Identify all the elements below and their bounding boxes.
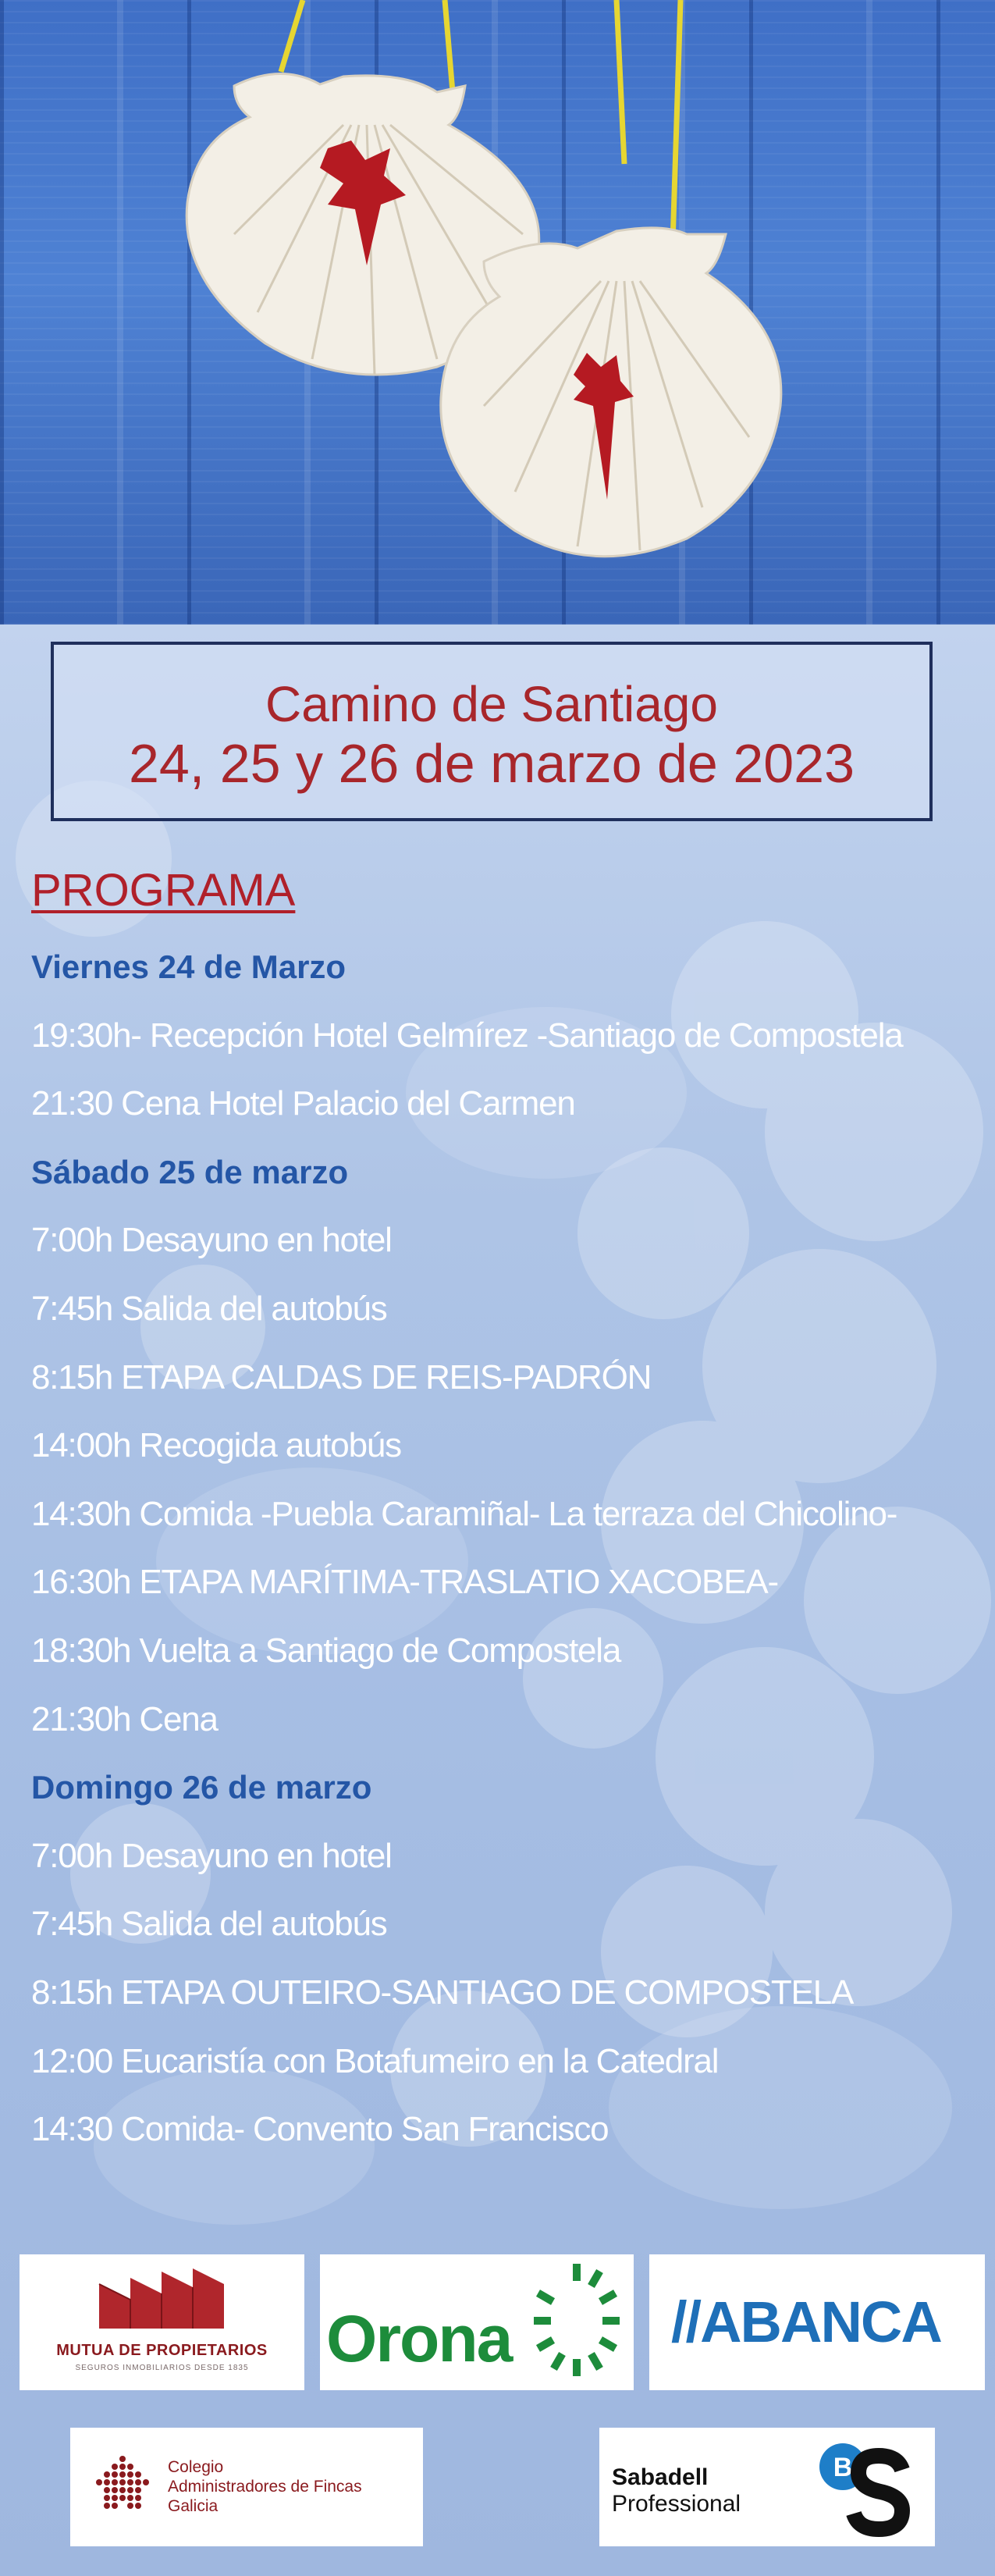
schedule-item: 7:45h Salida del autobús [31, 1289, 387, 1328]
sabadell-bs-icon [810, 2435, 919, 2537]
sponsor-logo-orona [320, 2254, 634, 2390]
schedule-item: 21:30 Cena Hotel Palacio del Carmen [31, 1084, 575, 1123]
scallop-shells-illustration [0, 0, 995, 624]
day-heading-sabado: Sábado 25 de marzo [31, 1153, 349, 1190]
mutua-tagline: SEGUROS INMOBILIARIOS DESDE 1835 [75, 2364, 249, 2372]
hero-photo-scallop-shells [0, 0, 995, 624]
schedule-item: 7:00h Desayuno en hotel [31, 1221, 392, 1260]
colegio-name [168, 2457, 362, 2516]
schedule-item: 14:30h Comida -Puebla Caramiñal- La terraza del Chicolino- [31, 1494, 897, 1533]
schedule-item: 8:15h ETAPA CALDAS DE REIS-PADRÓN [31, 1357, 652, 1397]
abanca-name: //ABANCA [671, 2290, 941, 2354]
schedule-item: 8:15h ETAPA OUTEIRO-SANTIAGO DE COMPOSTELA [31, 1973, 854, 2012]
sponsor-logo-mutua-propietarios [20, 2254, 304, 2390]
schedule-item: 19:30h- Recepción Hotel Gelmírez -Santiago de Compostela [31, 1016, 903, 1055]
sabadell-name: Sabadell [612, 2464, 709, 2490]
schedule-item: 7:00h Desayuno en hotel [31, 1836, 392, 1875]
event-title-box [51, 642, 933, 821]
event-title: Camino de Santiago [265, 676, 718, 732]
colegio-line3: Galicia [168, 2497, 219, 2515]
sponsor-logo-colegio-administradores [70, 2428, 423, 2546]
schedule-item: 21:30h Cena [31, 1699, 218, 1738]
orona-name: Orona [326, 2302, 512, 2375]
sabadell-b-letter: B [833, 2453, 853, 2482]
event-dates: 24, 25 y 26 de marzo de 2023 [128, 733, 855, 794]
schedule-list [31, 933, 983, 2164]
sabadell-subtitle: Professional [612, 2491, 741, 2517]
schedule-item: 14:00h Recogida autobús [31, 1426, 401, 1465]
sponsor-logo-sabadell-professional [599, 2428, 935, 2546]
orona-ring-icon [532, 2262, 626, 2379]
colegio-line2: Administradores de Fincas [168, 2478, 362, 2496]
sponsor-logo-abanca [649, 2254, 985, 2390]
schedule-item: 18:30h Vuelta a Santiago de Compostela [31, 1631, 621, 1670]
schedule-item: 14:30 Comida- Convento San Francisco [31, 2110, 609, 2149]
schedule-item: 16:30h ETAPA MARÍTIMA-TRASLATIO XACOBEA- [31, 1563, 778, 1602]
day-heading-domingo: Domingo 26 de marzo [31, 1769, 372, 1806]
mutua-building-icon [20, 2254, 304, 2340]
colegio-line1: Colegio [168, 2458, 224, 2476]
programa-heading: PROGRAMA [31, 865, 296, 916]
schedule-item: 7:45h Salida del autobús [31, 1905, 387, 1944]
colegio-dots-icon [87, 2451, 158, 2521]
scallop-shell-right [441, 228, 781, 557]
schedule-item: 12:00 Eucaristía con Botafumeiro en la Catedral [31, 2041, 719, 2080]
mutua-name: MUTUA DE PROPIETARIOS [56, 2342, 268, 2359]
day-heading-viernes: Viernes 24 de Marzo [31, 948, 346, 985]
